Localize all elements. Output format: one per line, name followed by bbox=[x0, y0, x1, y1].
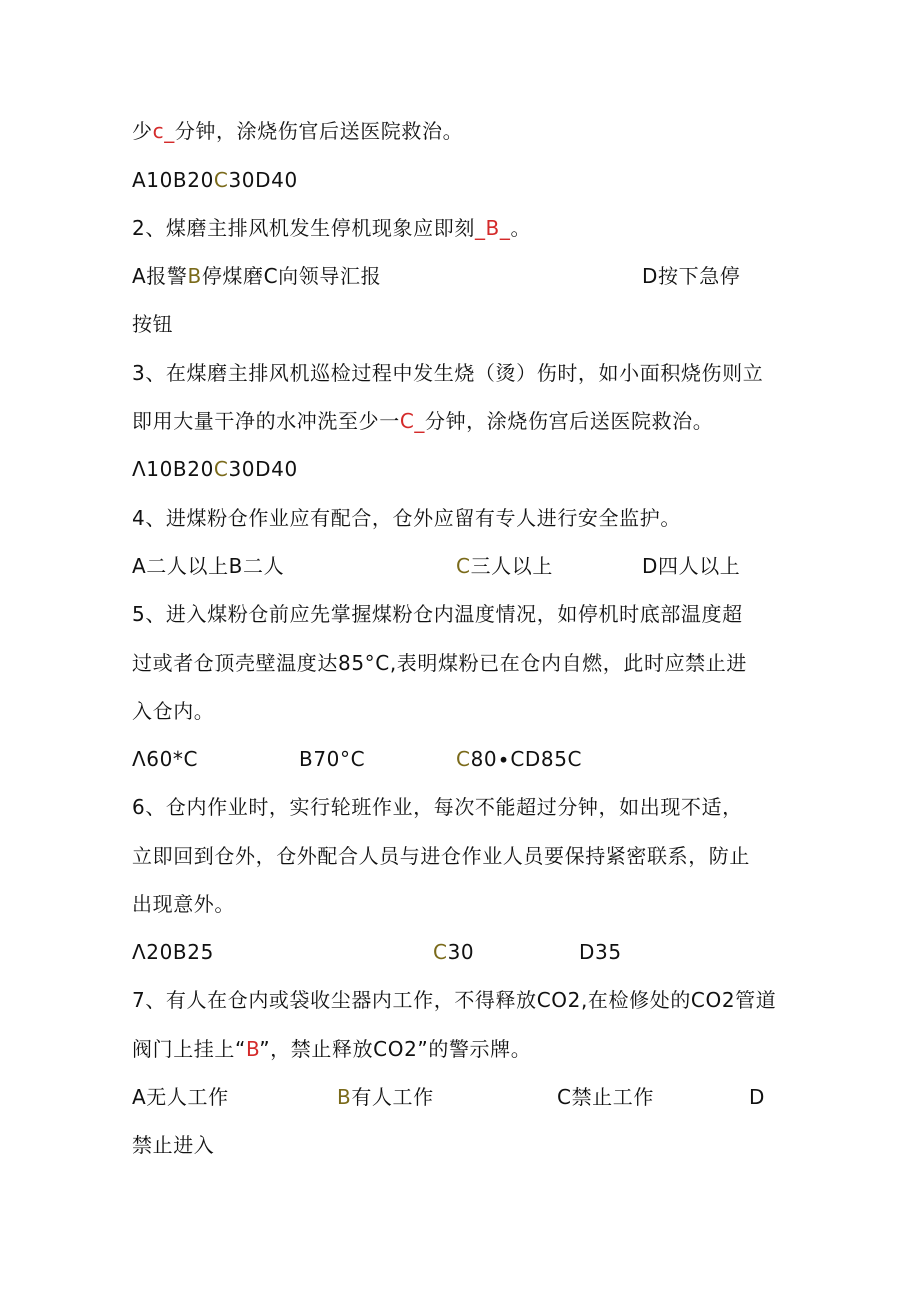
options-line bbox=[132, 167, 298, 193]
option-c bbox=[433, 939, 474, 965]
option-c bbox=[456, 746, 582, 772]
text-segment: 即用大量干净的水冲洗至少一 bbox=[132, 409, 400, 433]
option-text: 有人工作 bbox=[351, 1085, 434, 1109]
option-d: D四人以上 bbox=[642, 554, 741, 578]
question-line: 4、进煤粉仓作业应有配合，仓外应留有专人进行安全监护。 bbox=[132, 506, 681, 530]
answer-mark: C_ bbox=[399, 409, 425, 433]
text-segment: ”，禁止释放CO2”的警示牌。 bbox=[259, 1037, 532, 1061]
option-text: A10B20 bbox=[132, 168, 214, 192]
options-line bbox=[132, 746, 752, 772]
question-line bbox=[132, 215, 531, 241]
options-line bbox=[132, 456, 298, 482]
question-line: 3、在煤磨主排风机巡检过程中发生烧（烫）伤时，如小面积烧伤则立 bbox=[132, 361, 764, 385]
answer-mark: C bbox=[213, 168, 229, 192]
answer-mark: B bbox=[337, 1085, 352, 1109]
option-d: D bbox=[749, 1085, 766, 1109]
option-d: D35 bbox=[579, 940, 622, 964]
text-line: 出现意外。 bbox=[132, 892, 235, 916]
text-segment: 。 bbox=[510, 216, 532, 240]
answer-mark: C bbox=[456, 554, 471, 578]
text-line bbox=[132, 118, 463, 144]
text-segment: 2、煤磨主排风机发生停机现象应即刻 bbox=[132, 216, 475, 240]
answer-mark: _B_ bbox=[474, 216, 511, 240]
question-line: 5、进入煤粉仓前应先掌握煤粉仓内温度情况，如停机时底部温度超 bbox=[132, 602, 743, 626]
text-line: 入仓内。 bbox=[132, 699, 215, 723]
answer-mark: c_ bbox=[152, 119, 175, 143]
option-text: A二人以上B二人 bbox=[132, 554, 285, 578]
answer-mark: C bbox=[213, 457, 229, 481]
text-segment: 分钟，涂烧伤官后送医院救治。 bbox=[174, 119, 464, 143]
option-c: C禁止工作 bbox=[557, 1085, 654, 1109]
text-line: 立即回到仓外，仓外配合人员与进仓作业人员要保持紧密联系，防止 bbox=[132, 844, 750, 868]
answer-mark: C bbox=[456, 747, 471, 771]
option-text: A无人工作 bbox=[132, 1085, 229, 1109]
option-text: 三人以上 bbox=[470, 554, 553, 578]
text-line: 过或者仓顶壳壁温度达85°C,表明煤粉已在仓内自燃，此时应禁止进 bbox=[132, 651, 747, 675]
answer-mark: B bbox=[245, 1037, 260, 1061]
text-line bbox=[132, 408, 713, 434]
text-line: 按钮 bbox=[132, 312, 174, 336]
option-text: 30D40 bbox=[228, 168, 298, 192]
option-text: 80∙CD85C bbox=[470, 747, 583, 771]
text-segment: 少 bbox=[132, 119, 153, 143]
option-text: A报警 bbox=[132, 264, 188, 288]
answer-mark: B bbox=[187, 264, 202, 288]
text-line bbox=[132, 1036, 531, 1062]
option-b bbox=[337, 1084, 434, 1110]
text-line: 禁止进入 bbox=[132, 1133, 215, 1157]
options-line bbox=[132, 263, 752, 289]
text-segment: 分钟，涂烧伤宫后送医院救治。 bbox=[424, 409, 714, 433]
option-text: Λ10B20 bbox=[132, 457, 214, 481]
option-text: 30 bbox=[447, 940, 475, 964]
question-line: 6、仓内作业时，实行轮班作业，每次不能超过分钟，如出现不适， bbox=[132, 795, 743, 819]
options-line bbox=[132, 1084, 772, 1110]
option-text: Λ20B25 bbox=[132, 940, 214, 964]
options-line bbox=[132, 939, 752, 965]
option-b: B70°C bbox=[299, 747, 366, 771]
question-line: 7、有人在仓内或袋收尘器内工作，不得释放CO2,在检修处的CO2管道 bbox=[132, 988, 777, 1012]
option-text: 停煤磨C向领导汇报 bbox=[201, 264, 382, 288]
options-line bbox=[132, 553, 752, 579]
answer-mark: C bbox=[433, 940, 448, 964]
option-text: 30D40 bbox=[228, 457, 298, 481]
text-segment: 阀门上挂上“ bbox=[132, 1037, 246, 1061]
option-d: D按下急停 bbox=[642, 264, 741, 288]
option-c bbox=[456, 553, 553, 579]
option-text: Λ60*C bbox=[132, 747, 199, 771]
